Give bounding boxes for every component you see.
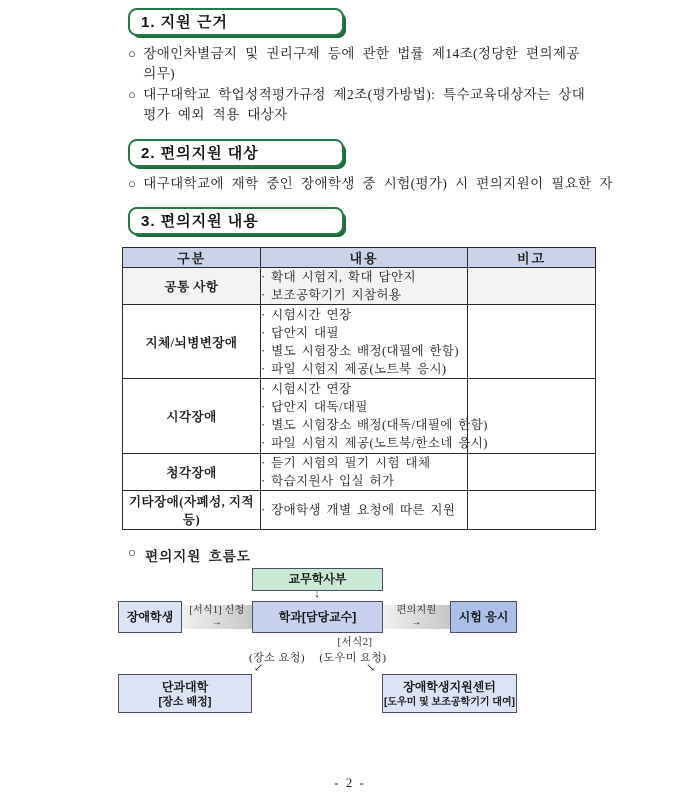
table-cell-items [261,379,488,454]
band-label: 편의지원 [396,605,437,616]
section-header-support-basis [128,8,344,36]
bullet-text [143,44,580,84]
item-line: · 시험시간 연장 [261,382,352,396]
flow-box-department: 학과[담당교수] [252,601,383,633]
accommodation-table [122,247,596,530]
flow-band-application [182,605,252,629]
table-cell-category: 기타장애(자폐성, 지적 등) [123,491,261,530]
right-arrow-icon: → [211,617,223,628]
down-right-arrow-icon: ↘ [366,662,376,674]
item-line: · 파일 시험지 제공(노트북 응시) [261,361,447,376]
column-header-content: 내용 [261,248,468,268]
table-cell-note [468,454,596,491]
bullet-line: 장애인차별금지 및 권리구제 등에 관한 법률 제14조(정당한 편의제공 [143,46,580,61]
box-line: [장소 배정] [158,696,212,708]
page-number: - 2 - [334,775,366,790]
circle-bullet-icon: ○ [128,87,137,102]
table-cell-items [261,491,468,530]
box-line: [도우미 및 보조공학기기 대여] [384,697,515,708]
item-line: · 파일 시험지 제공(노트북/한소네 응시) [261,436,488,450]
item-line: · 별도 시험장소 배정(대필에 한함) [261,343,459,358]
bullet-line: 대구대학교에 재학 중인 장애학생 중 시험(평가) 시 편의지원이 필요한 자 [143,176,613,191]
request-place-label: (장소 요청) [248,652,306,664]
bullet-text [143,174,613,194]
column-header-category: 구분 [123,248,261,268]
flowchart-label [128,545,251,565]
section-title: 1. 지원 근거 [141,14,228,31]
bullet-text [143,85,585,125]
circle-bullet-icon: ○ [128,46,137,61]
request-helper-label: (도우미 요청) [319,652,387,664]
table-row [123,268,596,305]
table-cell-category: 지체/뇌병변장애 [123,305,261,379]
circle-bullet-icon: ○ [128,545,138,560]
table-header-row [123,248,596,268]
table-cell-category: 시각장애 [123,379,261,454]
section-title: 2. 편의지원 대상 [141,145,259,162]
box-line: 단과대학 [161,680,209,694]
bullet-law [128,44,580,84]
table-cell-category: 공통 사항 [123,268,261,305]
right-arrow-icon: → [411,617,422,628]
flow-band-support [383,605,450,629]
form2-label: [서식2] [337,637,373,648]
flow-box-exam: 시험 응시 [450,601,517,633]
column-header-note: 비고 [468,248,596,268]
item-line: · 답안지 대필 [261,325,339,340]
table-row [123,491,596,530]
down-left-arrow-icon: ↙ [254,662,264,674]
item-line: · 시험시간 연장 [261,307,352,322]
flowchart-title: 편의지원 흐름도 [145,549,251,564]
item-line: · 확대 시험지, 확대 답안지 [261,270,416,284]
bullet-line: 평가 예외 적용 대상자 [143,107,288,122]
table-cell-note [468,305,596,379]
bullet-line: 대구대학교 학업성적평가규정 제2조(평가방법): 특수교육대상자는 상대 [143,87,586,102]
table-row [123,379,596,454]
item-line: · 답안지 대독/대필 [261,400,368,414]
box-line: 장애학생지원센터 [403,680,496,694]
table-cell-items [261,268,468,305]
table-cell-note [468,491,596,530]
item-line: · 보조공학기기 지참허용 [261,288,402,302]
item-line: · 장애학생 개별 요청에 따른 지원 [261,503,456,517]
circle-bullet-icon: ○ [128,176,137,191]
item-line: · 듣기 시험의 필기 시험 대체 [261,456,431,470]
section-title: 3. 편의지원 내용 [141,213,259,230]
flow-box-student: 장애학생 [118,601,182,633]
flow-box-college [118,674,252,713]
table-row [123,305,596,379]
bullet-target [128,174,613,194]
table-row [123,454,596,491]
table-cell-items [261,454,468,491]
flow-box-disability-center [382,674,517,713]
item-line: · 학습지원사 입실 허가 [261,474,395,488]
band-label: [서식1] 신청 [189,605,245,616]
table-cell-items [261,305,468,379]
flow-box-academic-affairs: 교무학사부 [252,568,383,591]
item-line: · 별도 시험장소 배정(대독/대필에 한함) [261,418,488,432]
section-header-support-content [128,207,344,235]
bullet-line: 의무) [143,66,176,81]
section-header-support-target [128,139,344,167]
table-cell-note [468,268,596,305]
bullet-regulation [128,85,585,125]
table-cell-category: 청각장애 [123,454,261,491]
down-arrow-icon: ↓ [314,588,320,600]
